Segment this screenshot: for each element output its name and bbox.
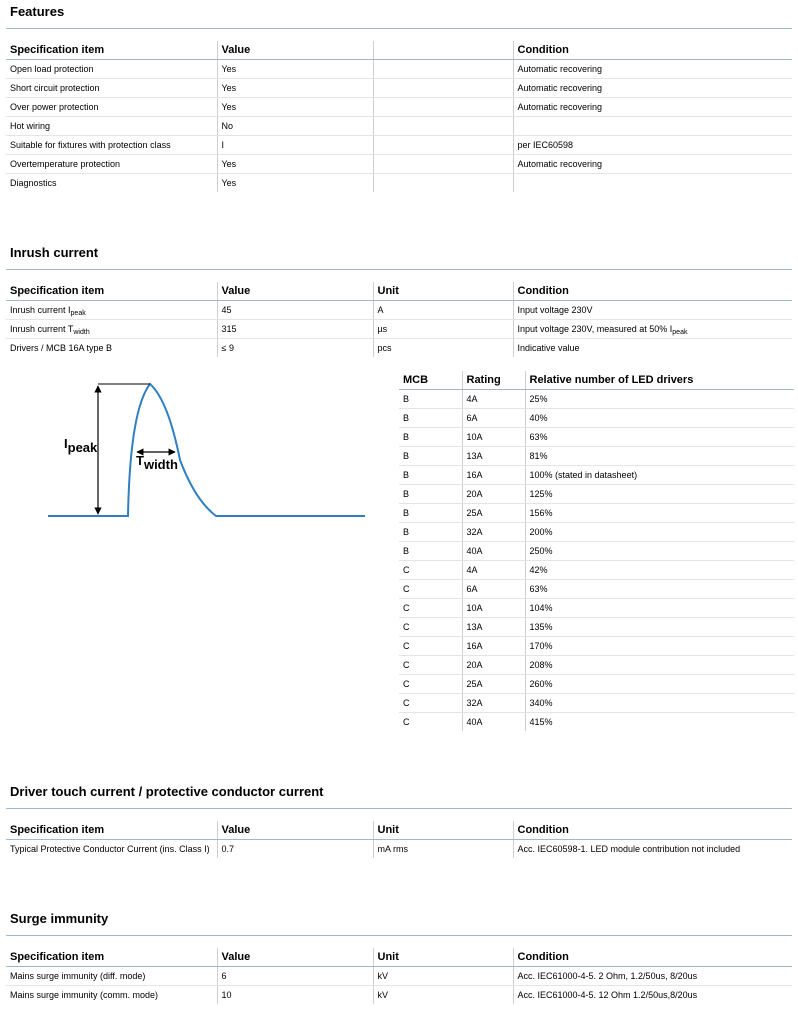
cell-rating: 6A [462, 409, 525, 428]
cell-value: Yes [217, 174, 373, 193]
ipeak-label [64, 436, 97, 455]
cell-relative-number: 170% [525, 637, 794, 656]
twidth-label [136, 453, 178, 472]
cell-mcb-type: B [399, 428, 462, 447]
cell-mcb-type: B [399, 542, 462, 561]
cell-mcb-type: B [399, 523, 462, 542]
cell-item: Overtemperature protection [6, 155, 217, 174]
cell-unit [373, 174, 513, 193]
cell-rating: 4A [462, 390, 525, 409]
col-header-item: Specification item [6, 41, 217, 60]
col-header-item: Specification item [6, 821, 217, 840]
table-row [399, 694, 794, 713]
cell-unit [373, 136, 513, 155]
table-row [399, 542, 794, 561]
cell-unit [373, 98, 513, 117]
twidth-label-sub: width [143, 457, 178, 472]
cell-relative-number: 63% [525, 428, 794, 447]
cell-mcb-type: C [399, 618, 462, 637]
inrush-title-rule [6, 269, 792, 270]
col-header-unit: Unit [373, 948, 513, 967]
cell-relative-number: 25% [525, 390, 794, 409]
cell-unit: kV [373, 967, 513, 986]
cell-rating: 40A [462, 713, 525, 732]
table-row [399, 637, 794, 656]
cell-value: Yes [217, 60, 373, 79]
table-row [399, 523, 794, 542]
col-header-condition: Condition [513, 948, 792, 967]
table-row [6, 840, 792, 859]
cell-relative-number: 63% [525, 580, 794, 599]
inrush-waveform-diagram [40, 370, 370, 530]
table-row [6, 155, 792, 174]
col-header-unit: Unit [373, 821, 513, 840]
cell-condition: Acc. IEC61000-4-5. 2 Ohm, 1.2/50us, 8/20us [513, 967, 792, 986]
cell-mcb-type: B [399, 504, 462, 523]
table-row [6, 117, 792, 136]
col-header-item: Specification item [6, 282, 217, 301]
touch-current-title-rule [6, 808, 792, 809]
cell-relative-number: 125% [525, 485, 794, 504]
condition-text: Indicative value [517, 343, 580, 353]
table-row [399, 504, 794, 523]
cell-mcb-type: B [399, 447, 462, 466]
cell-unit: µs [373, 320, 513, 339]
features-table [6, 41, 792, 192]
cell-relative-number: 100% (stated in datasheet) [525, 466, 794, 485]
cell-relative-number: 250% [525, 542, 794, 561]
surge-immunity-title-rule [6, 935, 792, 936]
cell-mcb-type: B [399, 390, 462, 409]
cell-relative-number: 260% [525, 675, 794, 694]
cell-relative-number: 200% [525, 523, 794, 542]
table-row [6, 320, 792, 339]
cell-unit: mA rms [373, 840, 513, 859]
cell-value: Yes [217, 98, 373, 117]
table-row [6, 967, 792, 986]
table-row [399, 580, 794, 599]
ipeak-label-main: I [64, 436, 68, 451]
cell-relative-number: 340% [525, 694, 794, 713]
cell-rating: 10A [462, 599, 525, 618]
cell-value: 10 [217, 986, 373, 1005]
cell-mcb-type: C [403, 717, 410, 727]
features-title: Features [10, 4, 65, 19]
col-header-mcb: MCB [399, 371, 462, 390]
surge-immunity-table [6, 948, 792, 1004]
cell-mcb-type: B [399, 409, 462, 428]
cell-unit [373, 117, 513, 136]
table-row [6, 98, 792, 117]
table-row [399, 599, 794, 618]
table-header-row [6, 41, 792, 60]
cell-rating: 20A [462, 656, 525, 675]
cell-rating: 40A [462, 542, 525, 561]
col-header-value: Value [217, 41, 373, 60]
cell-item: Over power protection [6, 98, 217, 117]
cell-item: Short circuit protection [6, 79, 217, 98]
cell-item: Open load protection [6, 60, 217, 79]
cell-mcb-type: C [399, 656, 462, 675]
cell-item [6, 301, 217, 320]
table-row [6, 79, 792, 98]
col-header-unit: Unit [373, 282, 513, 301]
cell-value: No [217, 117, 373, 136]
table-row [6, 986, 792, 1005]
table-row [6, 301, 792, 320]
cell-unit: pcs [373, 339, 513, 358]
cell-condition [513, 174, 792, 193]
cell-unit: A [373, 301, 513, 320]
cell-relative-number: 415% [525, 713, 794, 732]
condition-subscript: peak [672, 329, 688, 336]
cell-item: Typical Protective Conductor Current (ins. Class I) [10, 844, 210, 854]
touch-current-table [6, 821, 792, 858]
cell-mcb-type: B [399, 485, 462, 504]
cell-mcb-type: C [399, 580, 462, 599]
table-header-row [6, 821, 792, 840]
col-header-relative-number: Relative number of LED drivers [525, 371, 794, 390]
col-header-unit [373, 41, 513, 60]
cell-rating: 13A [462, 618, 525, 637]
cell-condition: Automatic recovering [513, 98, 792, 117]
cell-item: Diagnostics [10, 178, 57, 188]
col-header-value: Value [217, 282, 373, 301]
cell-relative-number: 104% [525, 599, 794, 618]
cell-value: 45 [217, 301, 373, 320]
features-title-rule [6, 28, 792, 29]
table-row [6, 136, 792, 155]
cell-rating: 6A [462, 580, 525, 599]
cell-condition [513, 301, 792, 320]
condition-text: Input voltage 230V, measured at 50% I [517, 324, 673, 334]
cell-rating: 10A [462, 428, 525, 447]
cell-rating: 16A [462, 637, 525, 656]
item-text: Drivers / MCB 16A type B [10, 343, 113, 353]
twidth-label-main: T [136, 453, 144, 468]
table-row [399, 485, 794, 504]
cell-rating: 16A [462, 466, 525, 485]
table-header-row [399, 371, 794, 390]
cell-value: Yes [217, 155, 373, 174]
item-subscript: width [73, 329, 90, 336]
cell-rating: 4A [462, 561, 525, 580]
table-row [399, 466, 794, 485]
cell-item [6, 320, 217, 339]
condition-text: Input voltage 230V [517, 305, 593, 315]
col-header-value: Value [217, 821, 373, 840]
cell-unit [373, 155, 513, 174]
cell-relative-number: 208% [525, 656, 794, 675]
table-header-row [6, 948, 792, 967]
cell-condition: Acc. IEC61000-4-5. 12 Ohm 1.2/50us,8/20us [513, 986, 792, 1005]
mcb-table-body [399, 390, 794, 732]
cell-rating: 32A [462, 523, 525, 542]
cell-value: 315 [217, 320, 373, 339]
cell-condition: Acc. IEC60598-1. LED module contribution not included [513, 840, 792, 859]
cell-mcb-type: B [399, 466, 462, 485]
cell-condition [513, 117, 792, 136]
cell-relative-number: 40% [525, 409, 794, 428]
cell-rating: 25A [462, 675, 525, 694]
col-header-condition: Condition [513, 821, 792, 840]
cell-rating: 32A [462, 694, 525, 713]
cell-condition [513, 339, 792, 358]
table-row [399, 409, 794, 428]
touch-current-title: Driver touch current / protective conductor current [10, 784, 324, 799]
cell-relative-number: 81% [525, 447, 794, 466]
table-row [6, 174, 792, 193]
cell-rating: 13A [462, 447, 525, 466]
cell-relative-number: 156% [525, 504, 794, 523]
table-row [399, 390, 794, 409]
item-text: Inrush current I [10, 305, 71, 315]
cell-mcb-type: C [399, 675, 462, 694]
cell-unit [373, 79, 513, 98]
cell-rating: 25A [462, 504, 525, 523]
cell-value: I [217, 136, 373, 155]
cell-item: Mains surge immunity (comm. mode) [10, 990, 159, 1000]
cell-relative-number: 135% [525, 618, 794, 637]
inrush-title: Inrush current [10, 245, 99, 260]
cell-relative-number: 42% [525, 561, 794, 580]
inrush-table [6, 282, 792, 357]
cell-item: Mains surge immunity (diff. mode) [6, 967, 217, 986]
cell-condition: Automatic recovering [513, 60, 792, 79]
cell-condition: Automatic recovering [513, 79, 792, 98]
item-text: Inrush current T [10, 324, 74, 334]
mcb-table [399, 371, 794, 731]
col-header-rating: Rating [462, 371, 525, 390]
cell-value: Yes [217, 79, 373, 98]
table-row [6, 60, 792, 79]
col-header-value: Value [217, 948, 373, 967]
table-row [399, 713, 794, 732]
table-row [399, 618, 794, 637]
cell-mcb-type: C [399, 637, 462, 656]
table-row [399, 428, 794, 447]
surge-immunity-title: Surge immunity [10, 911, 109, 926]
cell-condition [513, 320, 792, 339]
col-header-item: Specification item [6, 948, 217, 967]
cell-item: Hot wiring [6, 117, 217, 136]
ipeak-label-sub: peak [67, 440, 98, 455]
cell-unit: kV [373, 986, 513, 1005]
cell-rating: 20A [462, 485, 525, 504]
col-header-condition: Condition [513, 41, 792, 60]
table-row [399, 561, 794, 580]
col-header-condition: Condition [513, 282, 792, 301]
cell-value: 6 [217, 967, 373, 986]
cell-unit [373, 60, 513, 79]
table-row [399, 656, 794, 675]
table-row [399, 447, 794, 466]
cell-item [6, 339, 217, 358]
table-row [399, 675, 794, 694]
table-header-row [6, 282, 792, 301]
item-subscript: peak [70, 310, 86, 317]
cell-value: ≤ 9 [217, 339, 373, 358]
cell-mcb-type: C [399, 694, 462, 713]
cell-value: 0.7 [217, 840, 373, 859]
cell-mcb-type: C [399, 561, 462, 580]
cell-item: Suitable for fixtures with protection class [6, 136, 217, 155]
cell-condition: Automatic recovering [513, 155, 792, 174]
table-row [6, 339, 792, 358]
cell-mcb-type: C [399, 599, 462, 618]
cell-condition: per IEC60598 [513, 136, 792, 155]
